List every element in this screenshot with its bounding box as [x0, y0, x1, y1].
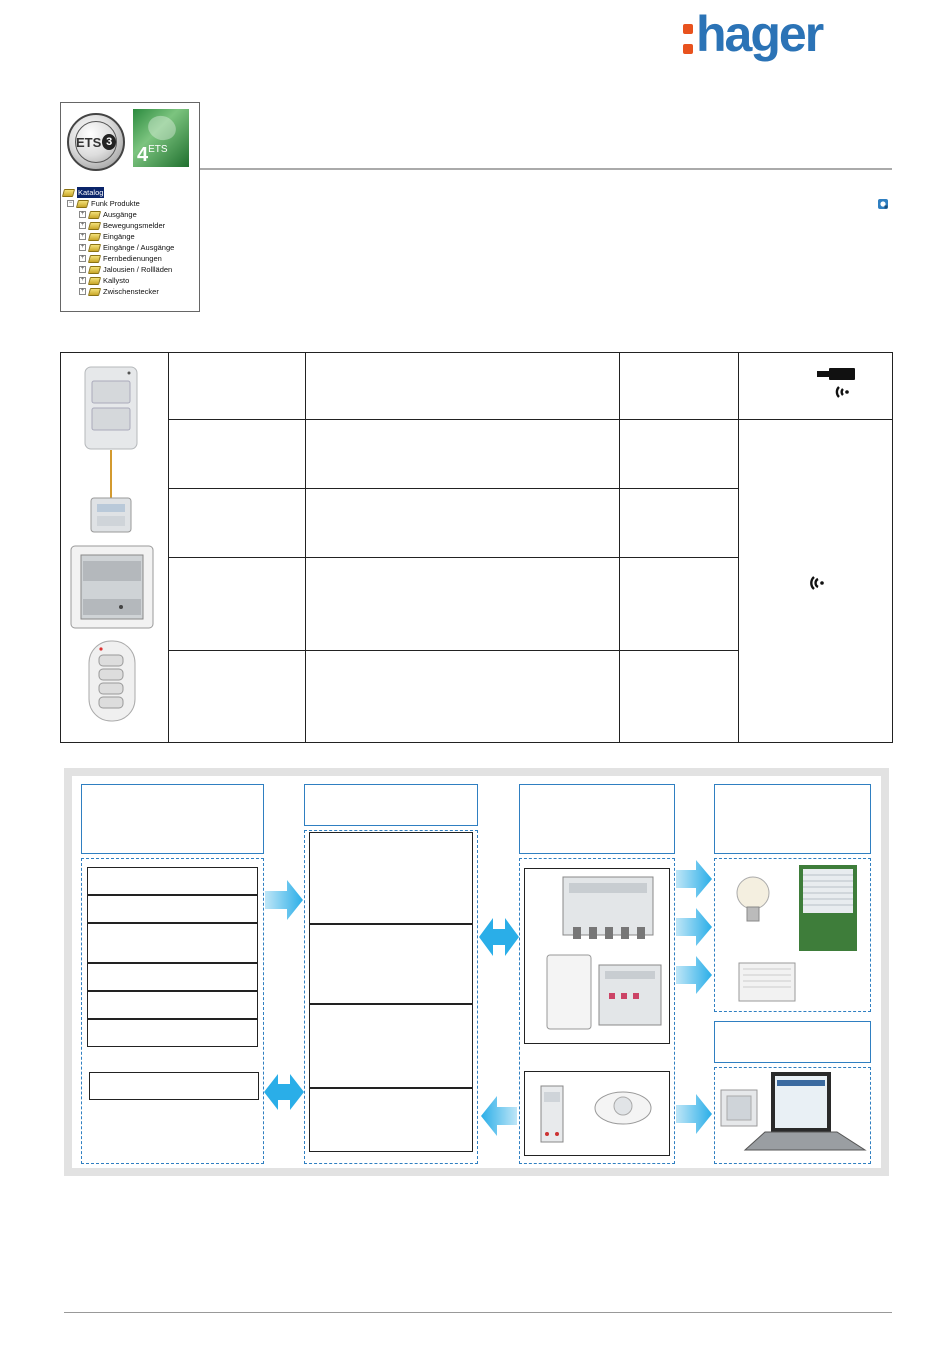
- heater-image: [739, 963, 795, 1001]
- sensors-box: [524, 1071, 670, 1156]
- tree-item[interactable]: + Ausgänge: [80, 210, 137, 219]
- column-1-header: [81, 784, 264, 854]
- expand-icon[interactable]: +: [80, 255, 85, 261]
- expand-icon[interactable]: +: [80, 244, 85, 250]
- tree-item[interactable]: + Jalousien / Rollläden: [80, 265, 173, 274]
- tree-item[interactable]: + Zwischenstecker: [80, 287, 159, 296]
- remote-control-image: [89, 641, 135, 721]
- sensor-devices-image: [525, 1072, 669, 1155]
- list-box: [87, 963, 258, 991]
- ets3-logo: ETS 3: [67, 113, 125, 171]
- logo-dots: [683, 24, 693, 54]
- arrow-right-icon: [676, 956, 712, 994]
- actuators-box: [524, 868, 670, 1044]
- tree-item[interactable]: + Kallysto: [80, 276, 130, 285]
- expand-icon[interactable]: +: [80, 233, 85, 239]
- bulb-icon: [737, 877, 769, 921]
- tree-root[interactable]: Katalog: [63, 187, 174, 198]
- list-box: [87, 1019, 258, 1047]
- folder-icon: [62, 189, 75, 197]
- folder-icon: [88, 222, 101, 230]
- din-rail-devices-image: [525, 869, 669, 1043]
- block-box: [309, 924, 473, 1004]
- header-rule: [200, 168, 892, 170]
- folder-icon: [88, 233, 101, 241]
- folder-icon: [88, 288, 101, 296]
- arrow-right-icon: [676, 1094, 712, 1134]
- tree-item[interactable]: + Eingänge: [80, 232, 135, 241]
- list-box: [87, 923, 258, 963]
- ets4-suffix: ETS: [148, 144, 168, 155]
- footer-rule: [64, 1312, 892, 1313]
- column-4-header: [714, 784, 871, 854]
- tree-group[interactable]: − Funk Produkte: [68, 199, 140, 208]
- expand-icon[interactable]: +: [80, 211, 85, 217]
- list-box: [87, 991, 258, 1019]
- control-devices-image: [715, 1068, 870, 1163]
- column-2-header: [304, 784, 478, 826]
- loads-image: [715, 859, 870, 1011]
- ets4-logo: [133, 109, 189, 167]
- link-icon[interactable]: [877, 198, 889, 210]
- expand-icon[interactable]: +: [80, 277, 85, 283]
- radio-wave-icon: [804, 569, 830, 593]
- folder-icon: [88, 255, 101, 263]
- block-box: [309, 832, 473, 924]
- folder-icon: [88, 266, 101, 274]
- arrow-bidirectional-icon: [264, 1072, 304, 1112]
- list-box: [89, 1072, 259, 1100]
- flush-insert-image: [71, 546, 153, 628]
- arrow-right-icon: [265, 880, 303, 920]
- block-box: [309, 1004, 473, 1088]
- product-images: [61, 353, 168, 744]
- tree-item[interactable]: + Fernbedienungen: [80, 254, 162, 263]
- column-4-control-header: [714, 1021, 871, 1063]
- collapse-icon[interactable]: −: [68, 200, 73, 206]
- tree-item[interactable]: + Eingänge / Ausgänge: [80, 243, 175, 252]
- folder-icon: [88, 211, 101, 219]
- wall-switch-image: [85, 367, 137, 449]
- hager-logo: [683, 6, 822, 62]
- usb-radio-icon: [817, 367, 857, 407]
- expand-icon[interactable]: +: [80, 266, 85, 272]
- list-box: [87, 867, 258, 895]
- catalog-tree: [63, 187, 174, 297]
- expand-icon[interactable]: +: [80, 288, 85, 294]
- tree-item[interactable]: + Bewegungsmelder: [80, 221, 166, 230]
- radio-module-image: [91, 498, 131, 532]
- arrow-right-icon: [676, 908, 712, 946]
- arrow-right-icon: [676, 860, 712, 898]
- arrow-bidirectional-icon: [479, 916, 519, 958]
- ets-catalog-panel: [60, 102, 200, 312]
- column-3-header: [519, 784, 675, 854]
- column-4-control-area: [714, 1067, 871, 1164]
- shutter-image: [799, 865, 857, 951]
- list-box: [87, 895, 258, 923]
- expand-icon[interactable]: +: [80, 222, 85, 228]
- folder-icon: [88, 277, 101, 285]
- product-table: [60, 352, 893, 743]
- ets4-number: 4: [137, 144, 149, 166]
- folder-icon: [76, 200, 89, 208]
- logo-wordmark: hager: [696, 6, 823, 62]
- system-diagram: [64, 768, 889, 1176]
- block-box: [309, 1088, 473, 1152]
- folder-icon: [88, 244, 101, 252]
- arrow-left-icon: [481, 1096, 517, 1136]
- column-4-loads-area: [714, 858, 871, 1012]
